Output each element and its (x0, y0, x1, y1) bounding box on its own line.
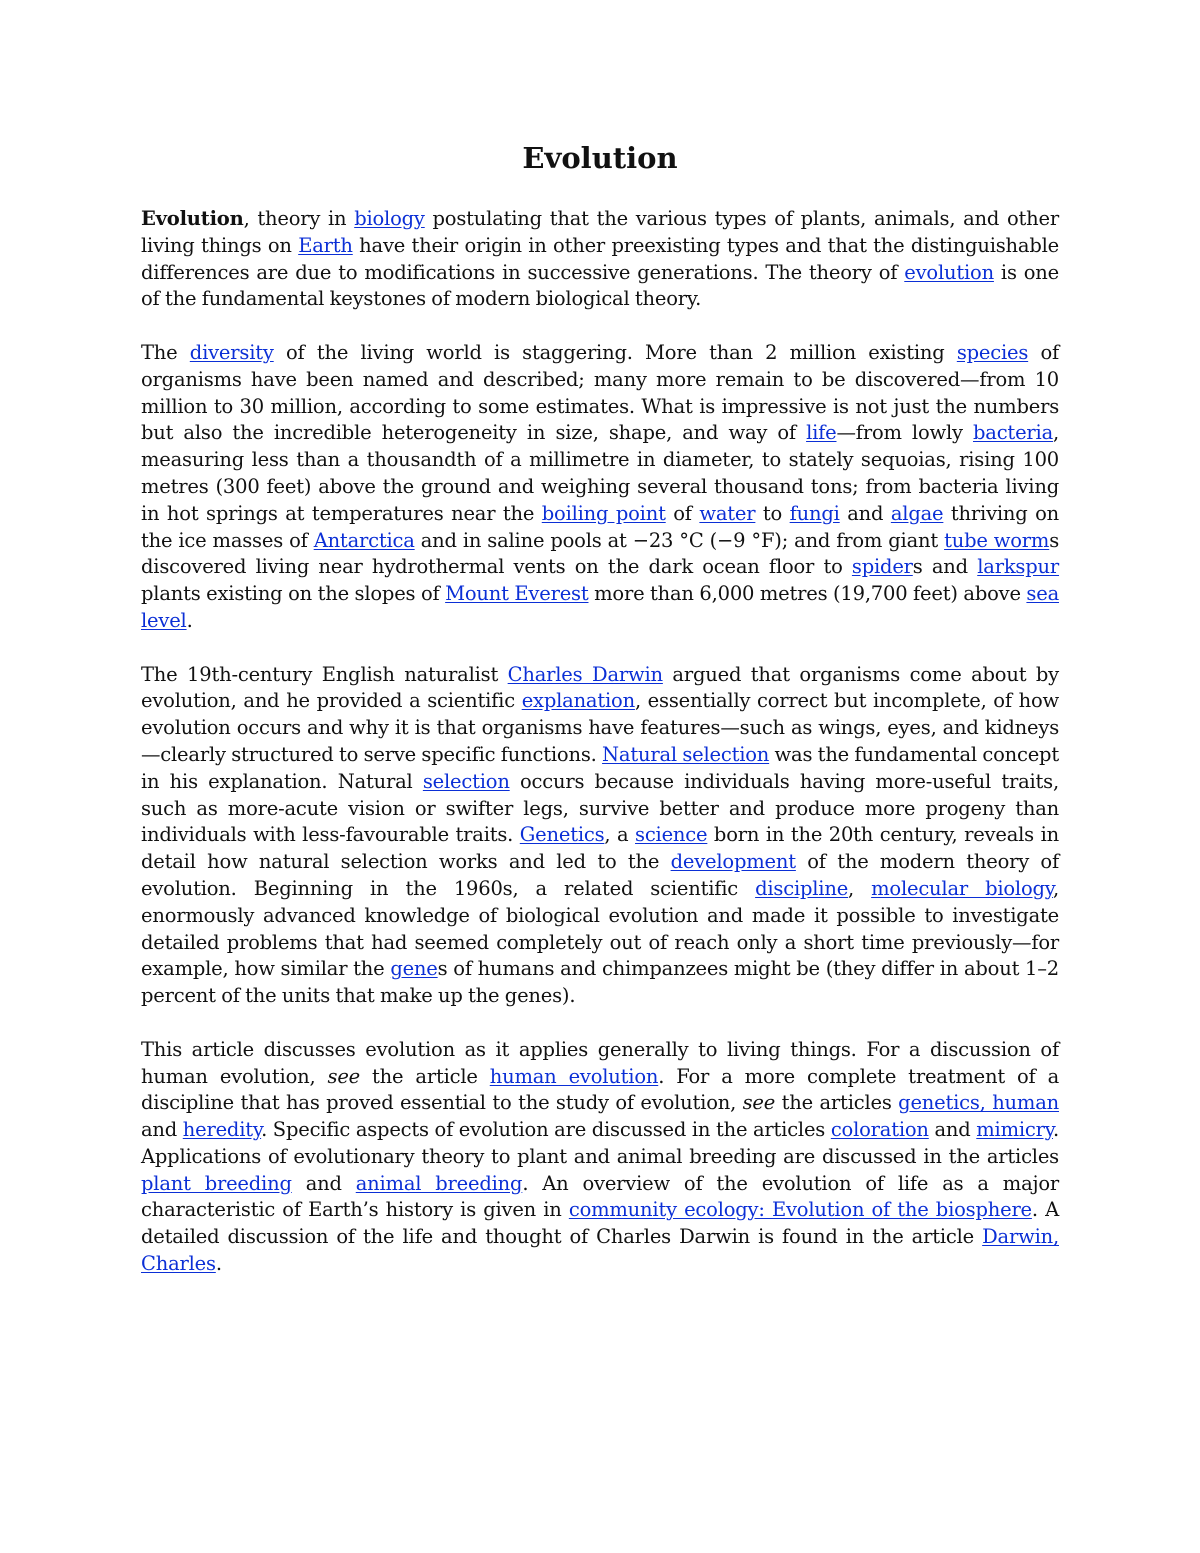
text-run: thriving on the ice masses of (141, 501, 1059, 552)
text-run: . Specific aspects of evolution are discussed in the articles (261, 1118, 831, 1142)
link-bacteria[interactable]: bacteria (973, 421, 1053, 445)
link-natural-selection[interactable]: Natural selection (602, 742, 770, 766)
text-run: , (848, 876, 872, 900)
link-fungi[interactable]: fungi (789, 501, 840, 525)
text-run: The 19th-century English naturalist (141, 662, 508, 686)
text-run: , measuring less than a thousandth of a millimetre in diameter, to stately sequoias, rising 100 metres (300 feet) above the ground and weighing several thousand tons; from bacteria living in hot springs at temperatures near the (141, 421, 1059, 525)
paragraph-2 (141, 340, 1059, 635)
link-explanation[interactable]: explanation (521, 689, 635, 713)
text-run: . (186, 608, 193, 632)
text-run: plants existing on the slopes of (141, 582, 446, 606)
link-tube-worm[interactable]: tube worm (944, 528, 1050, 552)
text-run: and in saline pools at −23 °C (−9 °F); and from giant (414, 528, 945, 552)
text-run: of the living world is staggering. More than 2 million existing (273, 340, 957, 364)
italic-text: see (327, 1064, 361, 1088)
link-evolution[interactable]: evolution (904, 260, 994, 284)
link-gene[interactable]: gene (390, 957, 438, 981)
link-mimicry[interactable]: mimicry (976, 1118, 1053, 1142)
link-water[interactable]: water (699, 501, 756, 525)
text-run: , enormously advanced knowledge of biological evolution and made it possible to investigate detailed problems that had seemed completely out of reach only a short time previously—for example, how similar the (141, 876, 1060, 981)
link-life[interactable]: life (806, 421, 837, 445)
text-run: have their origin in other preexisting types and that the distinguishable differences are due to modifications in successive generations. The theory of (141, 233, 1059, 284)
text-run: s and (912, 555, 978, 579)
link-human-evolution[interactable]: human evolution (489, 1064, 659, 1088)
link-sea-level[interactable]: sea level (141, 582, 1059, 632)
link-antarctica[interactable]: Antarctica (313, 528, 415, 552)
link-diversity[interactable]: diversity (189, 340, 274, 364)
document-page (141, 138, 1059, 1305)
text-run: and (141, 1118, 183, 1142)
text-run: to (755, 501, 790, 525)
text-run: of (665, 501, 700, 525)
text-run: and (291, 1171, 356, 1195)
link-darwin-charles[interactable]: Darwin, Charles (141, 1225, 1059, 1276)
text-run: is one of the fundamental keystones of modern biological theory. (141, 260, 1059, 311)
link-science[interactable]: science (635, 823, 708, 847)
text-run: occurs because individuals having more-useful traits, such as more-acute vision or swifter legs, survive better and produce more progeny than individuals with less-favourable traits. (141, 769, 1059, 847)
text-run: , theory in (243, 207, 355, 230)
paragraph-3 (141, 662, 1059, 1010)
link-heredity[interactable]: heredity (182, 1118, 262, 1142)
bold-term: Evolution (141, 207, 244, 230)
link-molecular-biology[interactable]: molecular biology (871, 876, 1054, 900)
link-coloration[interactable]: coloration (830, 1118, 929, 1142)
link-genetics-human[interactable]: genetics, human (898, 1091, 1059, 1115)
link-larkspur[interactable]: larkspur (977, 555, 1060, 579)
text-run: born in the 20th century, reveals in detail how natural selection works and led to the (141, 823, 1059, 874)
document-body (141, 206, 1059, 1278)
text-run: —from lowly (836, 421, 973, 445)
link-charles-darwin[interactable]: Charles Darwin (507, 662, 663, 686)
link-development[interactable]: development (670, 850, 796, 874)
link-plant-breeding[interactable]: plant breeding (141, 1171, 292, 1195)
document-title: Evolution (522, 141, 678, 175)
italic-text: see (742, 1091, 776, 1115)
text-run: . Applications of evolutionary theory to plant and animal breeding are discussed in the articles (141, 1118, 1059, 1168)
text-run: . A detailed discussion of the life and thought of Charles Darwin is found in the article (141, 1198, 1059, 1249)
paragraph-1 (141, 206, 1059, 313)
text-run: . An overview of the evolution of life as a major characteristic of Earth’s history is given in (141, 1171, 1060, 1222)
text-run: s of humans and chimpanzees might be (they differ in about 1–2 percent of the units that make up the genes). (141, 957, 1060, 1008)
text-run: more than 6,000 metres (19,700 feet) above (588, 582, 1027, 606)
link-algae[interactable]: algae (890, 501, 944, 525)
text-run: s discovered living near hydrothermal vents on the dark ocean floor to (141, 528, 1060, 579)
link-genetics[interactable]: Genetics (519, 823, 605, 847)
link-community-ecology-evolution-of-the-biosphere[interactable]: community ecology: Evolution of the biosphere (568, 1198, 1032, 1222)
text-run: of the modern theory of evolution. Beginning in the 1960s, a related scientific (141, 850, 1059, 900)
link-species[interactable]: species (956, 340, 1029, 364)
text-run: the articles (775, 1091, 899, 1115)
link-selection[interactable]: selection (422, 769, 510, 793)
text-run: This article discusses evolution as it applies generally to living things. For a discussion of human evolution, (141, 1037, 1059, 1088)
link-animal-breeding[interactable]: animal breeding (355, 1171, 523, 1195)
text-run: , essentially correct but incomplete, of how evolution occurs and why it is that organisms have features—such as wings, eyes, and kidneys—clearly structured to serve specific functions. (141, 689, 1059, 766)
text-run: the article (360, 1064, 490, 1088)
link-earth[interactable]: Earth (298, 233, 353, 257)
paragraph-4 (141, 1037, 1059, 1278)
text-run: postulating that the various types of plants, animals, and other living things on (141, 207, 1059, 257)
link-biology[interactable]: biology (354, 207, 425, 230)
text-run: of organisms have been named and described; many more remain to be discovered—from 10 million to 30 million, according to some estimates. What is impressive is not just the numbers but also the incredible heterogeneity in size, shape, and way of (141, 340, 1059, 445)
link-boiling-point[interactable]: boiling point (541, 501, 666, 525)
link-spider[interactable]: spider (851, 555, 913, 579)
text-run: , a (604, 823, 636, 847)
text-run: . For a more complete treatment of a discipline that has proved essential to the study of evolution, (141, 1064, 1059, 1115)
text-run: and (839, 501, 891, 525)
text-run: . (215, 1252, 222, 1276)
text-run: and (928, 1118, 977, 1142)
text-run: was the fundamental concept in his explanation. Natural (141, 742, 1059, 793)
text-run: argued that organisms come about by evolution, and he provided a scientific (141, 662, 1059, 713)
link-mount-everest[interactable]: Mount Everest (445, 582, 589, 606)
link-discipline[interactable]: discipline (755, 876, 849, 900)
text-run: The (141, 340, 190, 364)
